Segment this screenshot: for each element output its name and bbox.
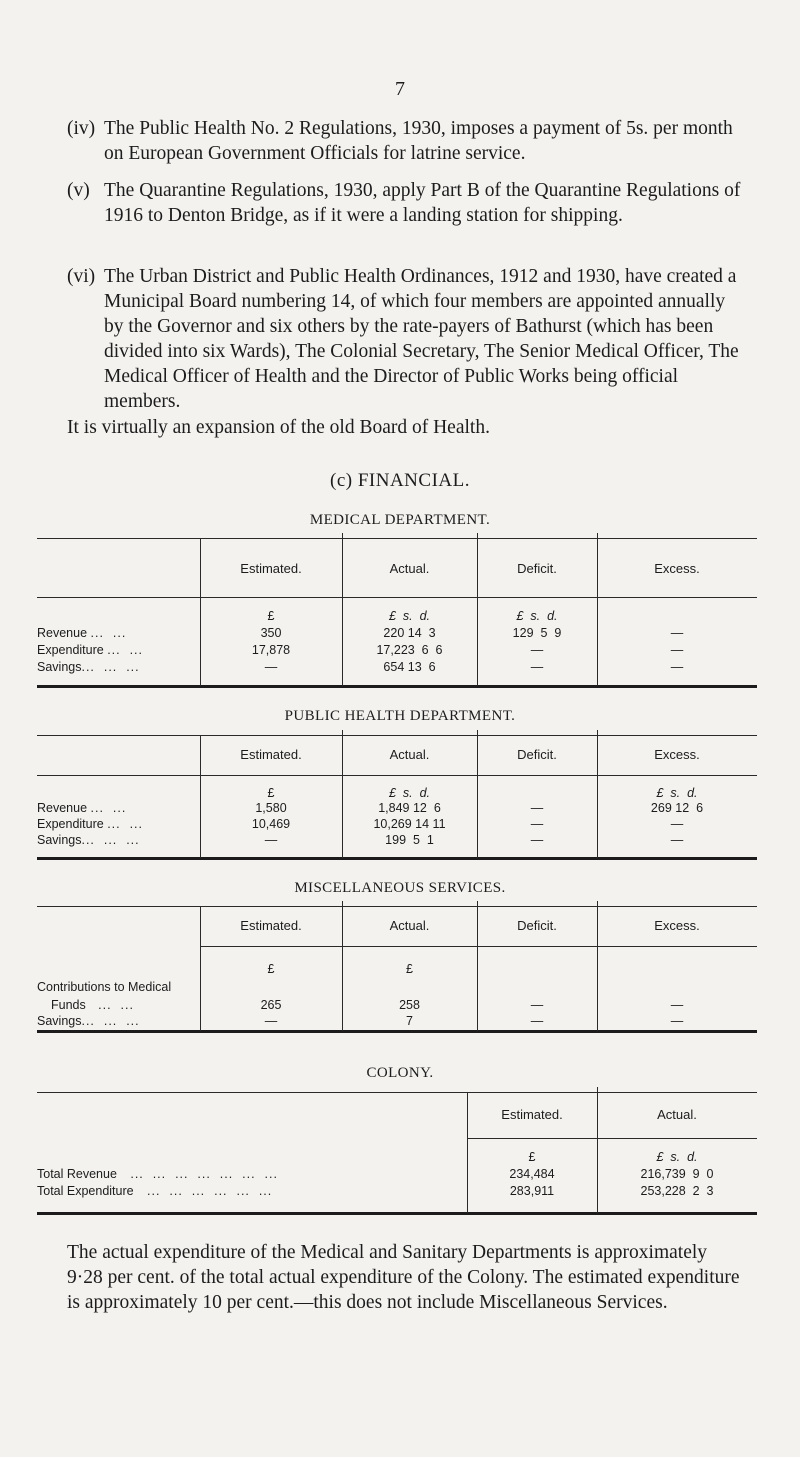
financial-heading: (c) FINANCIAL. — [330, 470, 470, 491]
clause-text: The Public Health No. 2 Regulations, 1930, imposes a payment of 5s. per month on European Government Officials for latrine service. — [104, 118, 733, 164]
cell-deficit: — — [530, 817, 544, 831]
unit-actual: £ s. d. — [656, 1150, 698, 1164]
unit-estimated: £ — [267, 786, 275, 800]
header-estimated: Estimated. — [240, 747, 302, 762]
cell-estimated: 1,580 — [255, 801, 287, 815]
unit-estimated: £ — [267, 609, 275, 623]
cell-excess: 269 12 6 — [650, 801, 704, 815]
header-excess: Excess. — [654, 561, 700, 576]
row-label-savings: Savings... ... ... — [37, 1014, 140, 1028]
medical-table — [37, 538, 757, 688]
closing-paragraph: The actual expenditure of the Medical and Sanitary Departments is approximately 9·28 per cent. of the total actual expenditure of the Colony. The estimated expenditure is approximately 10 per cent.—this does not include Miscellaneous Services. — [67, 1242, 740, 1313]
cell-excess: — — [670, 998, 684, 1012]
clause-vi — [67, 264, 744, 414]
cell-excess: — — [670, 817, 684, 831]
clause-number: (vi) — [67, 266, 96, 287]
header-excess: Excess. — [654, 918, 700, 933]
row-label-revenue: Revenue ... ... — [37, 626, 127, 640]
clause-text: The Quarantine Regulations, 1930, apply Part B of the Quarantine Regulations of 1916 to Denton Bridge, as if it were a landing station for shipping. — [104, 180, 741, 226]
header-estimated: Estimated. — [240, 918, 302, 933]
medical-title: MEDICAL DEPARTMENT. — [309, 512, 491, 528]
miscellaneous-title: MISCELLANEOUS SERVICES. — [294, 880, 506, 896]
page-number: 7 — [395, 78, 405, 100]
clause-text: The Urban District and Public Health Ordinances, 1912 and 1930, have created a Municipal Board numbering 14, of which four members are appointed annually by the Governor and six others by the rate-payers of Bathurst (which has been divided into six Wards), The Colonial Secretary, The Senior Medical Officer, The Medical Officer of Health and the Director of Public Works being official members. — [104, 266, 739, 412]
row-label-savings: Savings... ... ... — [37, 833, 140, 847]
header-deficit: Deficit. — [517, 918, 557, 933]
header-actual: Actual. — [389, 561, 430, 576]
unit-estimated: £ — [267, 962, 275, 976]
public-health-table — [37, 735, 757, 861]
cell-excess: — — [670, 833, 684, 847]
cell-deficit: — — [530, 998, 544, 1012]
cell-estimated: — — [264, 1014, 278, 1028]
row-label-total-revenue: Total Revenue ... ... ... ... ... ... ... — [37, 1167, 278, 1181]
public-health-title: PUBLIC HEALTH DEPARTMENT. — [284, 708, 516, 724]
colony-table — [37, 1092, 757, 1218]
cell-actual: 654 13 6 — [383, 660, 436, 674]
cell-actual: 216,739 9 0 — [640, 1167, 714, 1181]
header-actual: Actual. — [657, 1107, 697, 1122]
cell-actual: 199 5 1 — [385, 833, 434, 847]
unit-actual: £ s. d. — [389, 609, 430, 623]
miscellaneous-table — [37, 906, 757, 1036]
cell-excess: — — [670, 626, 684, 640]
expansion-note: It is virtually an expansion of the old Board of Health. — [67, 417, 490, 438]
clause-iv — [67, 116, 744, 166]
cell-actual: 258 — [399, 998, 420, 1012]
clause-v — [67, 178, 744, 228]
cell-excess: — — [670, 643, 684, 657]
cell-estimated: — — [264, 833, 278, 847]
unit-actual: £ s. d. — [389, 786, 430, 800]
cell-actual: 1,849 12 6 — [378, 801, 441, 815]
header-deficit: Deficit. — [517, 747, 557, 762]
header-actual: Actual. — [389, 747, 430, 762]
unit-deficit: £ s. d. — [516, 609, 558, 623]
row-label-contributions: Contributions to Medical — [37, 980, 172, 994]
cell-actual: 17,223 6 6 — [376, 643, 443, 657]
cell-actual: 10,269 14 11 — [373, 817, 446, 831]
header-excess: Excess. — [654, 747, 700, 762]
cell-actual: 220 14 3 — [383, 626, 436, 640]
cell-estimated: 10,469 — [251, 817, 291, 831]
clause-number: (v) — [67, 180, 90, 201]
cell-estimated: 265 — [260, 998, 282, 1012]
cell-excess: — — [670, 1014, 684, 1028]
clause-number: (iv) — [67, 118, 96, 139]
cell-deficit: — — [530, 660, 544, 674]
row-label-savings: Savings... ... ... — [37, 660, 140, 674]
header-deficit: Deficit. — [517, 561, 557, 576]
cell-estimated: 17,878 — [251, 643, 291, 657]
header-estimated: Estimated. — [240, 561, 302, 576]
unit-excess: £ s. d. — [656, 786, 698, 800]
row-label-total-expenditure: Total Expenditure ... ... ... ... ... ... — [37, 1184, 273, 1198]
unit-actual: £ — [406, 962, 413, 976]
unit-estimated: £ — [528, 1150, 536, 1164]
cell-estimated: 234,484 — [509, 1167, 555, 1181]
cell-estimated: — — [264, 660, 278, 674]
row-label-revenue: Revenue ... ... — [37, 801, 127, 815]
colony-title: COLONY. — [366, 1065, 434, 1081]
row-label-expenditure: Expenditure ... ... — [37, 817, 143, 831]
cell-actual: 253,228 2 3 — [640, 1184, 714, 1198]
cell-deficit: — — [530, 1014, 544, 1028]
cell-deficit: 129 5 9 — [512, 626, 562, 640]
row-label-expenditure: Expenditure ... ... — [37, 643, 143, 657]
cell-deficit: — — [530, 643, 544, 657]
cell-deficit: — — [530, 801, 544, 815]
cell-deficit: — — [530, 833, 544, 847]
cell-estimated: 283,911 — [509, 1184, 555, 1198]
cell-estimated: 350 — [260, 626, 282, 640]
row-label-funds: Funds ... ... — [51, 998, 134, 1012]
header-estimated: Estimated. — [501, 1107, 563, 1122]
header-actual: Actual. — [389, 918, 430, 933]
cell-excess: — — [670, 660, 684, 674]
cell-actual: 7 — [406, 1014, 413, 1028]
